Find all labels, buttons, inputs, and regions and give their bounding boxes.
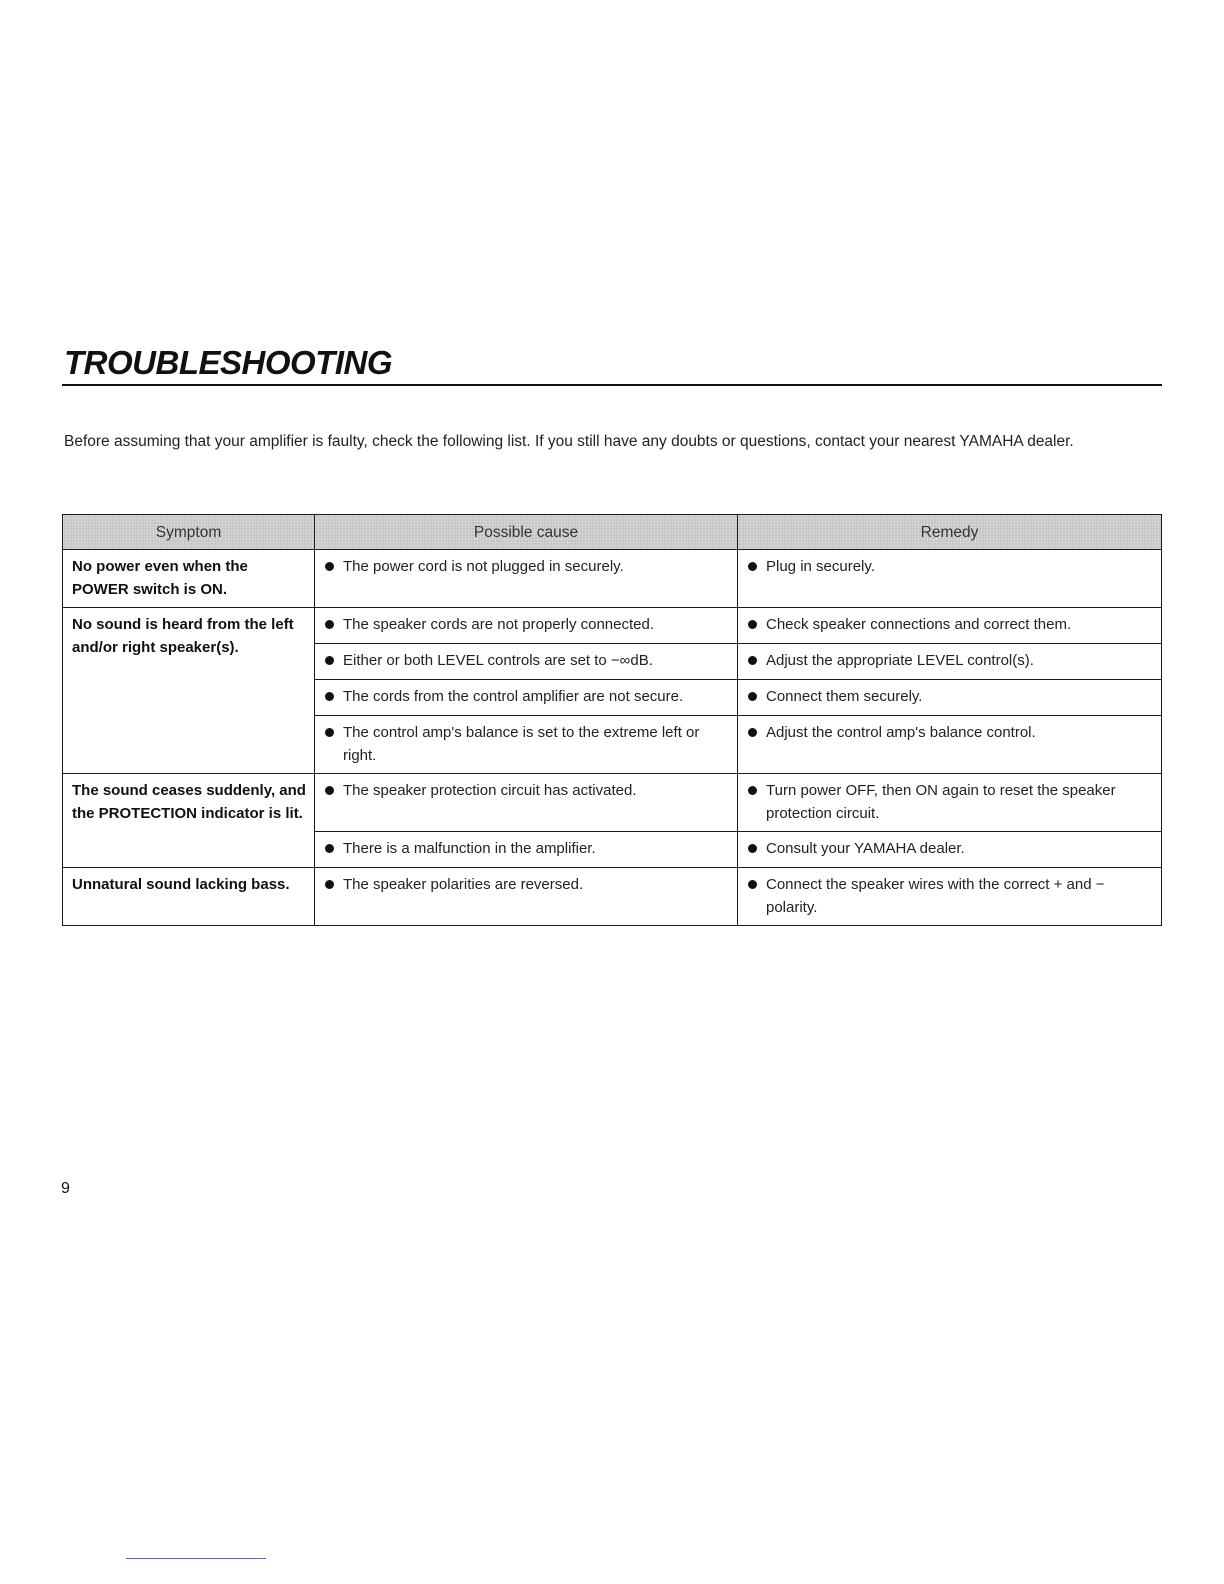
header-possible-cause: Possible cause bbox=[315, 515, 738, 550]
bullet-icon bbox=[325, 562, 334, 571]
cause-text: Either or both LEVEL controls are set to −∞dB. bbox=[343, 652, 653, 669]
cause-text: The control amp's balance is set to the extreme left or right. bbox=[343, 724, 700, 764]
remedy-text: Check speaker connections and correct them. bbox=[766, 616, 1072, 633]
cause-cell bbox=[315, 832, 738, 868]
bullet-icon bbox=[325, 786, 334, 795]
intro-paragraph: Before assuming that your amplifier is faulty, check the following list. If you still have any doubts or questions, contact your nearest YAMAHA dealer. bbox=[64, 433, 1074, 450]
symptom-cell: No power even when the POWER switch is ON. bbox=[63, 550, 315, 608]
cause-text: The power cord is not plugged in securely. bbox=[343, 558, 624, 575]
symptom-cell: No sound is heard from the left and/or right speaker(s). bbox=[63, 608, 315, 774]
bullet-icon bbox=[748, 880, 757, 889]
bullet-icon bbox=[325, 620, 334, 629]
bullet-icon bbox=[748, 844, 757, 853]
bullet-icon bbox=[325, 656, 334, 665]
remedy-cell bbox=[738, 550, 1162, 608]
table-row bbox=[63, 868, 1162, 926]
bullet-icon bbox=[748, 562, 757, 571]
remedy-text: Adjust the control amp's balance control. bbox=[766, 724, 1036, 741]
bullet-icon bbox=[325, 728, 334, 737]
remedy-cell bbox=[738, 832, 1162, 868]
header-symptom: Symptom bbox=[63, 515, 315, 550]
cause-cell bbox=[315, 868, 738, 926]
cause-cell bbox=[315, 550, 738, 608]
bullet-icon bbox=[325, 844, 334, 853]
remedy-text: Adjust the appropriate LEVEL control(s). bbox=[766, 652, 1034, 669]
remedy-text: Connect them securely. bbox=[766, 688, 923, 705]
cause-text: The speaker protection circuit has activated. bbox=[343, 782, 637, 799]
bullet-icon bbox=[748, 728, 757, 737]
bullet-icon bbox=[748, 620, 757, 629]
remedy-text: Consult your YAMAHA dealer. bbox=[766, 840, 965, 857]
cause-cell bbox=[315, 716, 738, 774]
header-remedy: Remedy bbox=[738, 515, 1162, 550]
cause-text: The cords from the control amplifier are not secure. bbox=[343, 688, 684, 705]
table-row bbox=[63, 550, 1162, 608]
table-row bbox=[63, 774, 1162, 832]
table-header-row bbox=[63, 515, 1162, 550]
remedy-text: Turn power OFF, then ON again to reset the speaker protection circuit. bbox=[766, 782, 1116, 822]
cause-text: The speaker cords are not properly connected. bbox=[343, 616, 655, 633]
cause-cell bbox=[315, 608, 738, 644]
bullet-icon bbox=[748, 692, 757, 701]
symptom-cell: The sound ceases suddenly, and the PROTECTION indicator is lit. bbox=[63, 774, 315, 868]
title-underline bbox=[62, 384, 1162, 386]
bullet-icon bbox=[748, 656, 757, 665]
troubleshooting-table bbox=[62, 514, 1162, 926]
bullet-icon bbox=[325, 692, 334, 701]
cause-text: The speaker polarities are reversed. bbox=[343, 876, 584, 893]
bullet-icon bbox=[325, 880, 334, 889]
cause-cell bbox=[315, 680, 738, 716]
page-title: TROUBLESHOOTING bbox=[64, 344, 392, 381]
symptom-cell: Unnatural sound lacking bass. bbox=[63, 868, 315, 926]
cause-cell bbox=[315, 644, 738, 680]
remedy-text: Connect the speaker wires with the correct + and − polarity. bbox=[766, 876, 1105, 916]
remedy-cell bbox=[738, 608, 1162, 644]
remedy-cell bbox=[738, 716, 1162, 774]
page-number: 9 bbox=[61, 1180, 70, 1197]
remedy-cell bbox=[738, 680, 1162, 716]
remedy-text: Plug in securely. bbox=[766, 558, 875, 575]
remedy-cell bbox=[738, 868, 1162, 926]
bullet-icon bbox=[748, 786, 757, 795]
bottom-divider bbox=[126, 1558, 266, 1559]
remedy-cell bbox=[738, 644, 1162, 680]
cause-cell bbox=[315, 774, 738, 832]
table-row bbox=[63, 608, 1162, 644]
cause-text: There is a malfunction in the amplifier. bbox=[343, 840, 596, 857]
remedy-cell bbox=[738, 774, 1162, 832]
